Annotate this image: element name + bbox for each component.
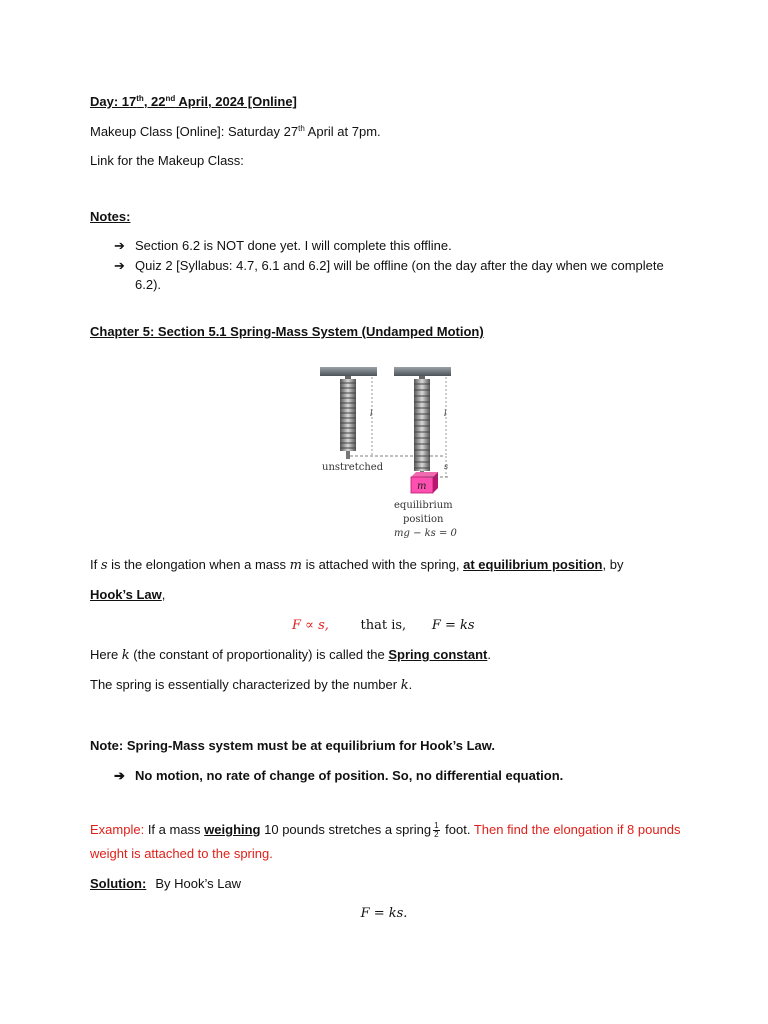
solution-line bbox=[90, 876, 241, 892]
hookes-law-equation: F = ks bbox=[431, 618, 475, 633]
math-s: s bbox=[100, 558, 108, 573]
chapter-heading: Chapter 5: Section 5.1 Spring-Mass System (Undamped Motion) bbox=[90, 324, 484, 339]
text-segment: is the elongation when a mass bbox=[107, 557, 290, 572]
link-label-text: Link for the Makeup Class: bbox=[90, 153, 244, 168]
equilibrium-equation: mg − ks = 0 bbox=[394, 528, 457, 539]
example-question-part: Then find the elongation if 8 pounds bbox=[470, 822, 681, 837]
note-item-text: Section 6.2 is NOT done yet. I will complete this offline. bbox=[135, 238, 452, 253]
text-segment: The spring is essentially characterized by the number bbox=[90, 677, 401, 692]
fraction-denominator: 2 bbox=[434, 830, 439, 840]
day-rest: April, 2024 [Online] bbox=[175, 94, 297, 109]
weighing-emphasis: weighing bbox=[204, 822, 261, 837]
fraction-numerator: 1 bbox=[434, 821, 439, 831]
proportionality-expression: F ∝ s, bbox=[292, 618, 329, 633]
notes-heading: Notes: bbox=[90, 209, 131, 224]
day-mid: , 22 bbox=[143, 94, 166, 109]
unstretched-caption: unstretched bbox=[322, 462, 384, 473]
solution-label: Solution: bbox=[90, 876, 147, 891]
text-segment: foot. bbox=[441, 822, 471, 837]
hookes-law-formula bbox=[292, 617, 475, 634]
note-item-text: Quiz 2 [Syllabus: 4.7, 6.1 and 6.2] will be offline (on the day after the day when we complete bbox=[135, 258, 664, 273]
arrow-right-icon: ➔ bbox=[114, 768, 125, 783]
text-segment: . bbox=[408, 677, 413, 692]
spring-constant-definition bbox=[90, 647, 491, 664]
final-equation: F = ks. bbox=[360, 906, 408, 921]
text-segment: . bbox=[487, 647, 491, 662]
note-item-text: 6.2). bbox=[135, 277, 162, 292]
day-text: Day: 17 bbox=[90, 94, 137, 109]
math-k: k bbox=[121, 648, 130, 663]
example-label: Example: bbox=[90, 822, 145, 837]
text-segment: , by bbox=[602, 557, 624, 572]
makeup-link-label bbox=[90, 153, 244, 169]
equilibrium-note: Note: Spring-Mass system must be at equilibrium for Hook’s Law. bbox=[90, 738, 495, 753]
no-motion-text: No motion, no rate of change of position. So, no differential equation. bbox=[135, 768, 564, 783]
day-sup-1: th bbox=[136, 94, 144, 103]
text-segment: If bbox=[90, 557, 101, 572]
math-k: k bbox=[400, 678, 409, 693]
spring-constant-emphasis: Spring constant bbox=[388, 647, 488, 662]
solution-text: By Hook’s Law bbox=[155, 876, 242, 891]
day-sup-2: nd bbox=[165, 94, 176, 103]
spring-characterization bbox=[90, 677, 412, 694]
text-segment: , bbox=[161, 587, 166, 602]
half-fraction bbox=[433, 822, 439, 839]
example-line-2: weight is attached to the spring. bbox=[90, 846, 273, 861]
elongation-definition bbox=[90, 557, 623, 574]
text-segment: If a mass bbox=[144, 822, 205, 837]
makeup-post: April at 7pm. bbox=[304, 124, 381, 139]
length-label-left: l bbox=[370, 409, 373, 418]
arrow-right-icon: ➔ bbox=[114, 238, 125, 253]
makeup-class-line bbox=[90, 124, 381, 140]
text-segment: is attached with the spring, bbox=[301, 557, 464, 572]
equilibrium-position-emphasis: at equilibrium position bbox=[463, 557, 603, 572]
arrow-right-icon: ➔ bbox=[114, 258, 125, 273]
elongation-label: s bbox=[444, 462, 449, 471]
equilibrium-caption: equilibrium bbox=[394, 500, 453, 511]
text-segment: 10 pounds stretches a spring bbox=[260, 822, 432, 837]
spring-unstretched bbox=[340, 376, 356, 459]
makeup-sup: th bbox=[298, 124, 305, 133]
hookes-law-heading bbox=[90, 587, 165, 603]
ceiling-left bbox=[320, 367, 377, 376]
makeup-pre: Makeup Class [Online]: Saturday 27 bbox=[90, 124, 299, 139]
length-label-right: l bbox=[444, 409, 447, 418]
day-heading bbox=[90, 94, 297, 110]
text-segment: Here bbox=[90, 647, 122, 662]
text-segment: (the constant of proportionality) is called the bbox=[129, 647, 389, 662]
ceiling-right bbox=[394, 367, 451, 376]
spring-mass-figure bbox=[310, 364, 470, 544]
spring-stretched bbox=[414, 376, 430, 477]
mass-label: m bbox=[417, 481, 427, 492]
that-is-text: that is, bbox=[360, 618, 407, 633]
example-line-1 bbox=[90, 821, 681, 839]
math-m: m bbox=[289, 558, 302, 573]
position-caption: position bbox=[403, 514, 444, 525]
hookes-law-label: Hook’s Law bbox=[90, 587, 162, 602]
